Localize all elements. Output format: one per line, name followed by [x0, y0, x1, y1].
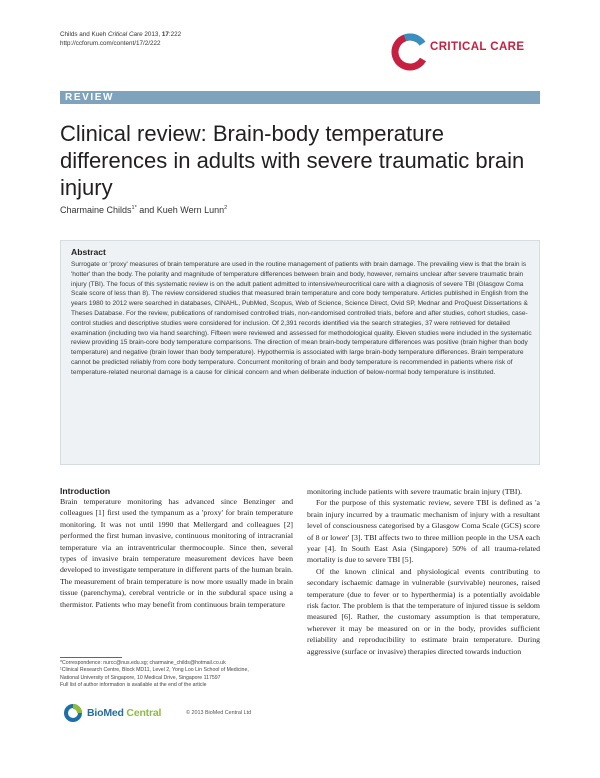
article-url[interactable]: http://ccforum.com/content/17/2/222: [60, 40, 161, 47]
affiliation-note: National University of Singapore, 10 Medical Drive, Singapore 117597: [60, 674, 221, 681]
body-column-right: [307, 486, 540, 657]
copyright-notice: © 2013 BioMed Central Ltd: [186, 710, 252, 716]
article-title: Clinical review: Brain-body temperature differences in adults with severe traumatic brain injury: [60, 121, 525, 200]
footnotes: [60, 660, 293, 690]
section-bar: [60, 91, 540, 104]
affiliation-note: ¹Clinical Research Centre, Block MD11, Level 2, Yong Loo Lin School of Medicine,: [60, 667, 249, 674]
author-marks: 1*: [131, 205, 137, 211]
author-marks: 2: [224, 205, 228, 211]
abstract-text: Surrogate or 'proxy' measures of brain temperature are used in the routine management of patients with brain damage. The prevailing view is that the brain is 'hotter' than the body. The polarity and magnitude of temperature differences between brain and body, however, remains unclear after severe traumatic brain injury (TBI). The focus of this systematic review is on the adult patient admitted to intensive/neurocritical care with a diagnosis of severe TBI (Glasgow Coma Scale score of less than 8). The review considered studies that measured brain temperature and core body temperature. Articles published in English from the years 1980 to 2012 were searched in databases, CINAHL, PubMed, Scopus, Web of Science, Science Direct, Ovid SP, Mednar and ProQuest Dissertations & Theses Database. For the review, publications of randomised controlled trials, non-randomised controlled trials, before and after studies, cohort studies, case-control studies and descriptive studies were considered for inclusion. Of 2,391 records identified via the search strategies, 37 were retrieved for detailed examination (including two via hand searching). Fifteen were reviewed and assessed for methodological quality. Eleven studies were included in the systematic review providing 15 brain-core body temperature comparisons. The direction of mean brain-body temperature differences was positive (brain higher than body temperature) and negative (brain lower than body temperature). Hypothermia is associated with large brain-body temperature differences. Brain temperature cannot be predicted reliably from core body temperature. Concurrent monitoring of brain and body temperature is recommended in patients where risk of temperature-related neuronal damage is a cause for clinical concern and when deliberate induction of below-normal body temperature is instituted.: [71, 261, 532, 376]
body-paragraph: Of the known clinical and physiological events contributing to secondary ischaemic damage in vulnerable (survivable) neurones, raised temperature (due to fever or to hyperthermia) is a potentially avoidable risk factor. The problem is that the temperature of injured tissue is seldom measured [6]. Rather, the customary assumption is that temperature, wherever it may be measured on or in the body, provides sufficient reliability and reproducibility to estimate brain temperature. During aggressive (surface or invasive) therapies directed towards induction: [307, 566, 540, 656]
body-paragraph: For the purpose of this systematic review, severe TBI is defined as 'a brain injury incurred by a traumatic mechanism of injury with a resultant level of consciousness categorised by a Glasgow Coma Scale (GCS) score of 8 or lower' [3]. TBI affects two to three million people in the USA each year [4]. In South East Asia (Singapore) 50% of all trauma-related mortality is due to severe TBI [5].: [307, 498, 540, 565]
author-name: and Kueh Wern Lunn: [136, 205, 225, 215]
author-list: [60, 205, 227, 215]
introduction-heading: Introduction: [60, 486, 111, 496]
correspondence-note: *Correspondence: nurcc@nus.edu.sg; charmaine_childs@hotmail.co.uk: [60, 660, 226, 666]
journal-logo-text: CRITICAL CARE: [430, 41, 525, 53]
author-info-note: Full list of author information is available at the end of the article: [60, 682, 207, 689]
body-column-left: [60, 496, 293, 610]
body-paragraph: Brain temperature monitoring has advanced since Benzinger and colleagues [1] first used the tympanum as a 'proxy' for brain temperature monitoring. It was not until 1990 that Mellergard and colleagues [2] performed the first human invasive, continuous monitoring of intracranial temperature via an intraventricular thermocouple. Since then, several types of invasive brain temperature measurement devices have been developed to investigate temperature in different parts of the human brain. The measurement of brain temperature is now more usually made in brain tissue (parenchyma), cerebral ventricle or in the subdural space using a thermistor. Patients who may benefit from continuous brain temperature: [60, 497, 293, 609]
abstract-heading: Abstract: [71, 247, 106, 257]
running-header: [60, 30, 181, 48]
citation-line: Childs and Kueh Critical Care 2013, 17:222: [60, 31, 182, 38]
footnote-divider: [60, 657, 122, 658]
body-paragraph: monitoring include patients with severe traumatic brain injury (TBI).: [307, 487, 523, 496]
biomed-central-logo-icon: [63, 703, 83, 723]
author-name: Charmaine Childs: [60, 205, 132, 215]
publisher-name: BioMed Central: [87, 707, 162, 719]
section-label: REVIEW: [65, 92, 115, 103]
critical-care-logo-icon: [391, 30, 541, 76]
